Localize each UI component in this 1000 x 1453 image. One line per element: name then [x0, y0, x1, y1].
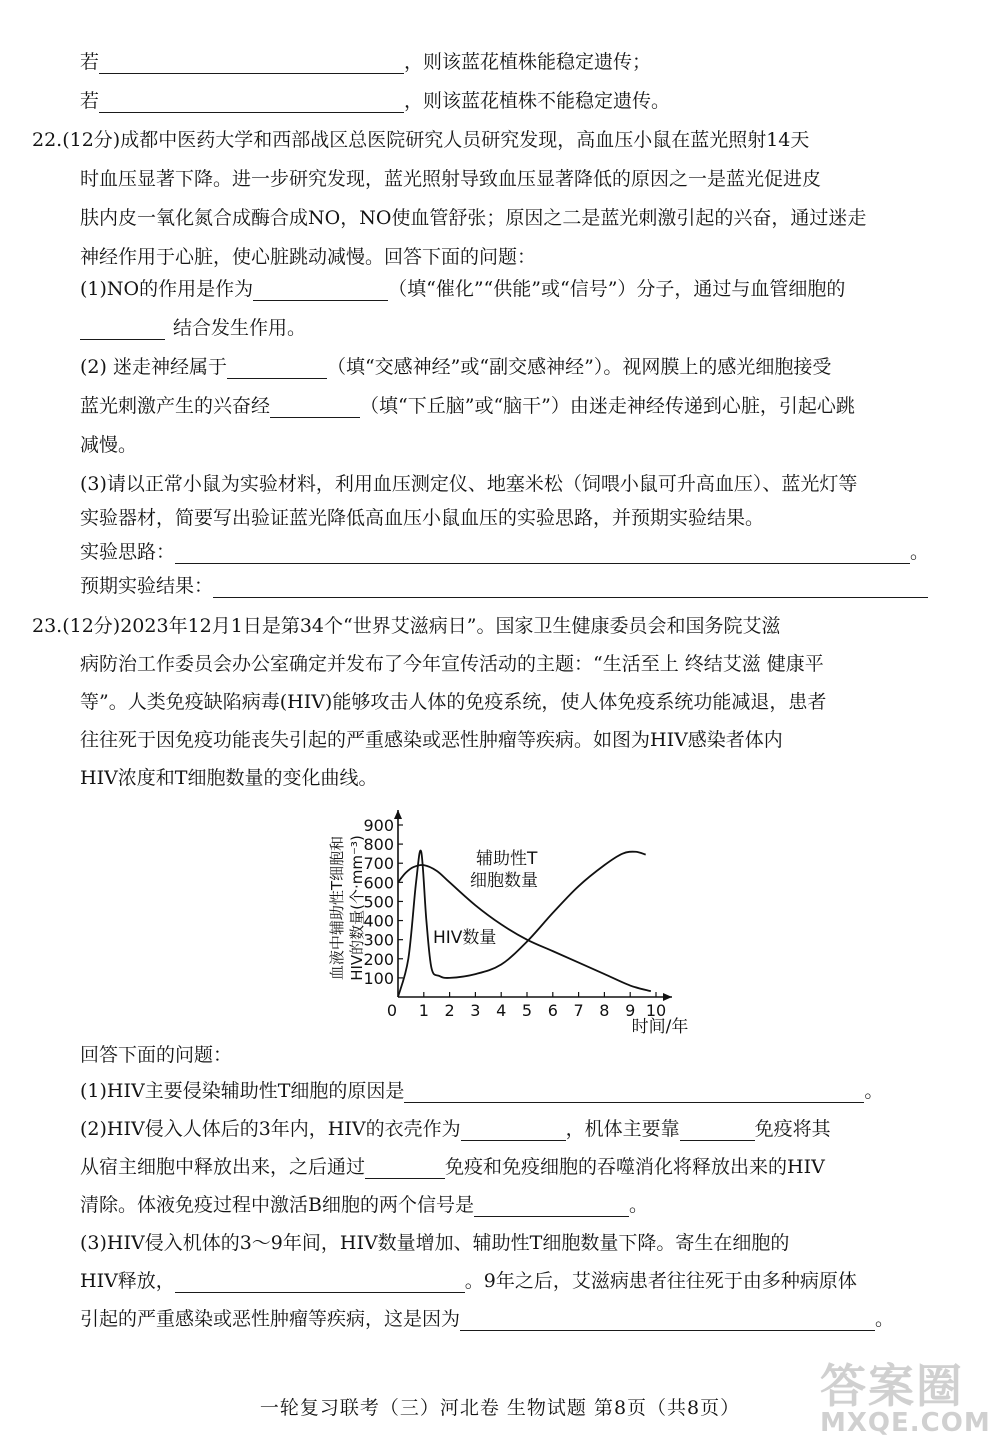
x-axis-arrow	[663, 993, 672, 1001]
answer-blank[interactable]	[474, 1194, 629, 1217]
question-22-part-1	[80, 271, 960, 307]
line-text: 清除。体液免疫过程中激活B细胞的两个信号是	[80, 1194, 474, 1216]
y-tick-label: 300	[363, 930, 394, 950]
question-23-part-1	[80, 1073, 960, 1109]
watermark-url: MXQE.COM	[820, 1408, 991, 1438]
x-tick-label: 4	[496, 1001, 507, 1020]
answer-blank[interactable]	[270, 395, 360, 418]
question-22-part-2	[80, 349, 960, 385]
x-tick-label: 6	[547, 1001, 558, 1020]
question-22-part-1-cont	[80, 310, 960, 346]
answer-blank[interactable]	[461, 1118, 566, 1141]
line-text: 。9年之后，艾滋病患者往往死于由多种病原体	[464, 1270, 857, 1292]
question-23-part-3-cont	[80, 1263, 960, 1299]
question-23-text: 等”。人类免疫缺陷病毒(HIV)能够攻击人体的免疫系统，使人体免疫系统功能减退，患者	[80, 691, 827, 713]
answer-blank[interactable]	[460, 1308, 875, 1331]
x-tick-label: 1	[418, 1001, 429, 1020]
answer-blank[interactable]	[175, 1270, 465, 1293]
question-23-text: 病防治工作委员会办公室确定并发布了今年宣传活动的主题：“生活至上 终结艾滋 健康平	[80, 653, 824, 675]
question-22-part-2-cont	[80, 388, 960, 424]
line-text: (2)HIV侵入人体后的3年内，HIV的衣壳作为	[80, 1118, 461, 1140]
y-tick-label: 800	[363, 835, 394, 855]
y-axis-label: 血液中辅助性T细胞和	[328, 835, 346, 981]
answer-blank[interactable]	[80, 317, 165, 340]
y-tick-label: 900	[363, 816, 394, 835]
question-23-part-3: (3)HIV侵入机体的3～9年间，HIV数量增加、辅助性T细胞数量下降。寄生在细胞的	[80, 1232, 790, 1254]
line-text: 。	[628, 1194, 648, 1216]
y-tick-label: 100	[363, 968, 394, 988]
expected-result-line	[80, 568, 960, 604]
line-text: 。	[864, 1080, 884, 1102]
question-22-text: 神经作用于心脏，使心脏跳动减慢。回答下面的问题：	[80, 246, 537, 268]
x-tick-label: 3	[470, 1001, 481, 1020]
y-axis-arrow	[394, 810, 402, 819]
page-footer: 一轮复习联考（三）河北卷 生物试题 第8页（共8页）	[259, 1397, 741, 1419]
question-23-part-3-end	[80, 1301, 960, 1337]
answer-blank[interactable]	[365, 1156, 445, 1179]
line-text: （填“交感神经”或“副交感神经”）。视网膜上的感光细胞接受	[326, 356, 832, 378]
question-22-text: 22.(12分)成都中医药大学和西部战区总医院研究人员研究发现，高血压小鼠在蓝光照射14天	[32, 129, 810, 151]
question-22-part-2-end: 减慢。	[80, 434, 138, 456]
x-tick-label: 5	[521, 1001, 533, 1020]
hiv-tcell-chart	[320, 800, 700, 1035]
line-text: HIV释放，	[80, 1270, 175, 1292]
x-tick-label: 2	[444, 1001, 455, 1020]
line-text: （填“下丘脑”或“脑干”）由迷走神经传递到心脏，引起心跳	[360, 395, 855, 417]
question-23-text: 23.(12分)2023年12月1日是第34个“世界艾滋病日”。国家卫生健康委员会和国务院艾滋	[32, 615, 781, 637]
line-text: 若	[80, 51, 100, 73]
answer-line-2	[80, 83, 960, 119]
answer-blank[interactable]	[175, 541, 910, 564]
line-text: 。	[910, 541, 930, 563]
x-tick-label: 7	[573, 1001, 584, 1020]
line-text: 预期实验结果：	[80, 575, 214, 597]
tcell-series-label: 细胞数量	[470, 871, 538, 891]
line-text: 引起的严重感染或恶性肿瘤等疾病，这是因为	[80, 1308, 461, 1330]
answer-blank[interactable]	[253, 278, 388, 301]
y-tick-label: 400	[363, 911, 394, 931]
line-text: 免疫和免疫细胞的吞噬消化将释放出来的HIV	[445, 1156, 825, 1178]
line-text: ，机体主要靠	[565, 1118, 680, 1140]
question-22-text: 肤内皮一氧化氮合成酶合成NO，NO使血管舒张；原因之二是蓝光刺激引起的兴奋，通过迷走	[80, 207, 867, 229]
question-23-text: HIV浓度和T细胞数量的变化曲线。	[80, 767, 378, 789]
question-23-ask: 回答下面的问题：	[80, 1044, 233, 1066]
line-text: ，则该蓝花植株不能稳定遗传。	[404, 90, 671, 112]
question-23-text: 往往死于因免疫功能丧失引起的严重感染或恶性肿瘤等疾病。如图为HIV感染者体内	[80, 729, 783, 751]
experiment-idea-line	[80, 534, 960, 570]
hiv-series-label: HIV数量	[433, 928, 497, 948]
answer-blank[interactable]	[99, 51, 404, 74]
answer-blank[interactable]	[680, 1118, 755, 1141]
line-text: 免疫将其	[754, 1118, 831, 1140]
line-text: 从宿主细胞中释放出来，之后通过	[80, 1156, 366, 1178]
x-tick-label: 8	[599, 1001, 610, 1020]
question-23-part-2-end	[80, 1187, 960, 1223]
question-22-part-3: 实验器材，简要写出验证蓝光降低高血压小鼠血压的实验思路，并预期实验结果。	[80, 507, 765, 529]
question-22-part-3: (3)请以正常小鼠为实验材料，利用血压测定仪、地塞米松（饲喂小鼠可升高血压）、蓝光灯等	[80, 473, 858, 495]
watermark-text: 答案圈	[820, 1359, 964, 1413]
x-axis-label: 时间/年	[631, 1017, 689, 1035]
line-text: ，则该蓝花植株能稳定遗传；	[404, 51, 652, 73]
line-text: （填“催化”“供能”或“信号”）分子，通过与血管细胞的	[388, 278, 846, 300]
x-tick-label: 9	[625, 1001, 636, 1020]
line-text: (1)NO的作用是作为	[80, 278, 254, 300]
answer-blank[interactable]	[227, 356, 327, 379]
line-text: 实验思路：	[80, 541, 176, 563]
y-axis-label: HIV的数量(个·mm⁻³)	[348, 835, 366, 981]
answer-blank[interactable]	[213, 575, 928, 598]
question-22-text: 时血压显著下降。进一步研究发现，蓝光照射导致血压显著降低的原因之一是蓝光促进皮	[80, 168, 822, 190]
line-text: 结合发生作用。	[173, 317, 307, 339]
x-tick-label: 10	[645, 1001, 667, 1020]
line-text: (2) 迷走神经属于	[80, 356, 227, 378]
tcell-series-label: 辅助性T	[476, 849, 538, 869]
y-tick-label: 500	[363, 892, 394, 912]
line-text: (1)HIV主要侵染辅助性T细胞的原因是	[80, 1080, 405, 1102]
y-tick-label: 200	[363, 949, 394, 969]
answer-blank[interactable]	[404, 1080, 864, 1103]
line-text: 蓝光刺激产生的兴奋经	[80, 395, 271, 417]
y-tick-label: 700	[363, 854, 394, 874]
line-text: 若	[80, 90, 100, 112]
x-tick-label: 0	[386, 1001, 398, 1020]
line-text: 。	[875, 1308, 895, 1330]
question-23-part-2	[80, 1111, 960, 1147]
y-tick-label: 600	[363, 873, 394, 893]
answer-line-1	[80, 44, 960, 80]
question-23-part-2-cont	[80, 1149, 960, 1185]
watermark-logo	[820, 1350, 991, 1438]
answer-blank[interactable]	[99, 90, 404, 113]
